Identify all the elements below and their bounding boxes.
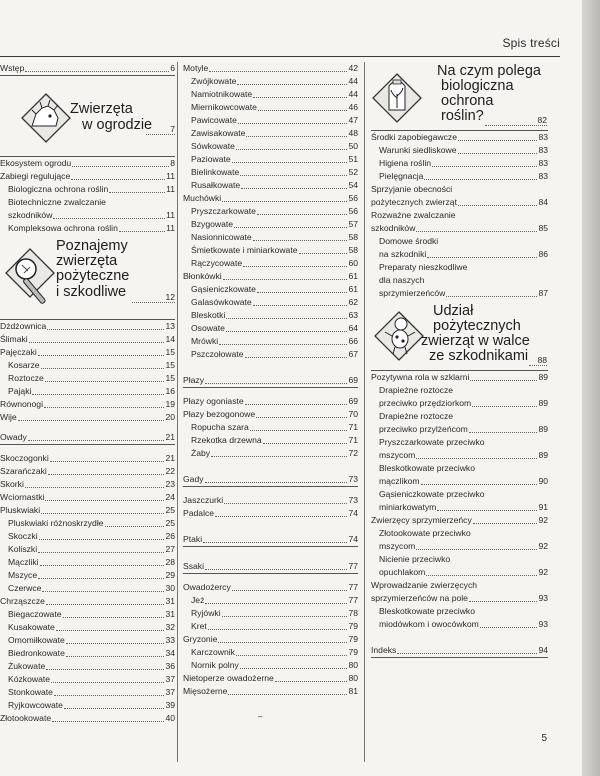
section-header-pests[interactable] [0, 235, 175, 319]
toc-entry[interactable]: Mrówki 66 [191, 336, 358, 346]
toc-entry[interactable]: Galasówkowate 62 [191, 297, 358, 307]
section-title-line1: Zwierzęta [70, 101, 133, 117]
toc-entry[interactable]: Warunki siedliskowe 83 [379, 145, 548, 155]
toc-entry-wrap-line[interactable]: Preparaty nieszkodliwe [379, 262, 468, 272]
toc-entry[interactable]: miniarkowatym 91 [379, 502, 548, 512]
toc-entry[interactable]: Muchówki 56 [183, 193, 358, 203]
toc-entry[interactable]: opuchlakom 92 [379, 567, 548, 577]
toc-entry[interactable]: Błonkówki 61 [183, 271, 358, 281]
toc-entry-wrap-line[interactable]: Bleskotkowate przeciwko [379, 606, 476, 616]
toc-entry[interactable]: Kret 79 [191, 621, 358, 631]
toc-entry[interactable]: Równonogi 19 [0, 399, 175, 409]
page-number: 5 [541, 733, 547, 744]
toc-entry[interactable]: Pozytywna rola w szklarni 89 [371, 372, 548, 382]
section-title-line1: Poznajemy [56, 238, 128, 254]
toc-entry[interactable]: Pszczołowate 67 [191, 349, 358, 359]
toc-column-1 [0, 62, 175, 725]
toc-entry[interactable]: Mszyce 29 [8, 570, 175, 580]
toc-entry[interactable]: Stonkowate 37 [8, 687, 175, 697]
toc-entry[interactable]: Wije 20 [0, 412, 175, 422]
toc-entry[interactable]: przeciwko przędziorkom 89 [379, 398, 548, 408]
toc-entry[interactable]: Zabiegi regulujące 11 [0, 171, 175, 181]
toc-entry[interactable]: Rzekotka drzewna 71 [191, 435, 358, 445]
toc-entry[interactable]: Nietoperze owadożerne 80 [183, 673, 358, 683]
toc-entry[interactable]: Biedronkowate 34 [8, 648, 175, 658]
toc-entry[interactable]: Skorki 23 [0, 479, 175, 489]
header-rule [0, 56, 560, 57]
toc-entry[interactable]: mszycom 89 [379, 450, 548, 460]
toc-entry[interactable]: Pluskwiaki 25 [0, 505, 175, 515]
toc-entry[interactable]: Pawicowate 47 [191, 115, 358, 125]
toc-entry[interactable]: Higiena roślin 83 [379, 158, 548, 168]
toc-entry[interactable]: Bielinkowate 52 [191, 167, 358, 177]
toc-column-2 [183, 62, 358, 698]
column-divider-2 [364, 62, 365, 762]
toc-entry[interactable]: Śmietkowate i miniarkowate 58 [191, 245, 358, 255]
toc-entry[interactable]: Zwierzęcy sprzymierzeńcy 92 [371, 515, 548, 525]
toc-entry[interactable]: Rączycowate 60 [191, 258, 358, 268]
toc-entry[interactable]: Zwójkowate 44 [191, 76, 358, 86]
toc-entry-owady[interactable]: Owady 21 [0, 431, 175, 445]
toc-entry[interactable]: Rusałkowate 54 [191, 180, 358, 190]
magnifier-illustration-icon [4, 245, 56, 317]
toc-entry[interactable]: Osowate 64 [191, 323, 358, 333]
toc-entry[interactable]: Motyle 42 [183, 63, 358, 73]
toc-entry[interactable]: Żaby 72 [191, 448, 358, 458]
toc-entry-plazy[interactable]: Płazy 69 [183, 374, 358, 388]
section-header-animal-allies[interactable] [371, 300, 548, 370]
toc-entry[interactable]: na szkodniki 86 [379, 249, 548, 259]
plant-jar-illustration-icon [371, 66, 423, 128]
toc-entry[interactable]: szkodników 85 [371, 223, 548, 233]
toc-entry[interactable]: Kózkowate 37 [8, 674, 175, 684]
toc-entry-wrap-line[interactable]: Nicienie przeciwko [379, 554, 451, 564]
toc-entry[interactable]: Ekosystem ogrodu 8 [0, 158, 175, 168]
toc-entry[interactable]: Środki zapobiegawcze 83 [371, 132, 548, 142]
toc-entry-wrap-line[interactable]: Rozważne zwalczanie [371, 210, 456, 220]
page-header-title: Spis treści [502, 36, 560, 50]
section-title-line4: ze szkodnikami [429, 348, 529, 364]
toc-entry[interactable]: Zawisakowate 48 [191, 128, 358, 138]
toc-entry-wrap-line[interactable]: Drapieżne roztocze [379, 385, 454, 395]
toc-entry[interactable]: Pająki 16 [8, 386, 175, 396]
toc-entry[interactable]: Biegaczowate 31 [8, 609, 175, 619]
section-title-line4: roślin? [441, 108, 484, 124]
toc-entry-ptaki[interactable]: Ptaki 74 [183, 533, 358, 547]
toc-entry[interactable]: Miernikowcowate 46 [191, 102, 358, 112]
toc-entry[interactable]: Ryjkowcowate 39 [8, 700, 175, 710]
toc-entry-wrap-line[interactable]: Pryszczarkowate przeciwko [379, 437, 485, 447]
stray-mark: – [258, 712, 263, 721]
section-title-line4: i szkodliwe [56, 284, 127, 300]
toc-entry[interactable]: Ślimaki 14 [0, 334, 175, 344]
toc-entry[interactable]: Paziowate 51 [191, 154, 358, 164]
toc-entry-wrap-line[interactable]: Biotechniczne zwalczanie [8, 197, 106, 207]
toc-entry[interactable]: Pajęczaki 15 [0, 347, 175, 357]
toc-entry[interactable]: Czerwce 30 [8, 583, 175, 593]
toc-entry[interactable]: Bzygowate 57 [191, 219, 358, 229]
toc-entry[interactable]: Mączliki 28 [8, 557, 175, 567]
toc-entry[interactable]: Koliszki 27 [8, 544, 175, 554]
toc-entry[interactable]: Omomiłkowate 33 [8, 635, 175, 645]
toc-entry[interactable]: Roztocze 15 [8, 373, 175, 383]
toc-entry[interactable]: Padalce 74 [183, 508, 358, 518]
toc-entry[interactable]: miodówkom i owocówkom 93 [379, 619, 548, 629]
section-title-line2: biologiczna [441, 78, 514, 94]
toc-entry[interactable]: Skoczogonki 21 [0, 453, 175, 463]
toc-entry-intro[interactable]: Wstęp 6 [0, 62, 175, 76]
toc-entry[interactable]: Nornik polny 80 [191, 660, 358, 670]
toc-entry[interactable]: pożytecznych zwierząt 84 [371, 197, 548, 207]
toc-entry-gady[interactable]: Gady 73 [183, 473, 358, 487]
toc-entry[interactable]: Płazy ogoniaste 69 [183, 396, 358, 406]
page-edge-shadow [582, 0, 600, 776]
toc-entry[interactable]: mączlikom 90 [379, 476, 548, 486]
toc-entry[interactable]: Kompleksowa ochrona roślin 11 [8, 223, 175, 233]
toc-entry[interactable]: Chrząszcze 31 [0, 596, 175, 606]
section-page: 7 [146, 124, 175, 135]
toc-entry[interactable]: Mięsożerne 81 [183, 686, 358, 696]
section-header-garden-animals[interactable] [0, 76, 175, 156]
ladybug-figure-illustration-icon [373, 306, 425, 366]
section-page: 12 [132, 292, 175, 303]
toc-entry-wrap-line[interactable]: Drapieżne roztocze [379, 411, 454, 421]
section-header-biological-protection[interactable] [371, 62, 548, 130]
section-title-line3: pożyteczne [56, 268, 130, 284]
hedgehog-illustration-icon [20, 92, 72, 144]
toc-entry[interactable]: Sówkowate 50 [191, 141, 358, 151]
toc-entry[interactable]: Płazy bezogonowe 70 [183, 409, 358, 419]
section-page: 82 [485, 115, 547, 126]
toc-entry[interactable]: sprzymierzeńców na pole 93 [371, 593, 548, 603]
toc-entry[interactable]: Złotookowate 40 [0, 713, 175, 723]
toc-entry[interactable]: Jaszczurki 73 [183, 495, 358, 505]
toc-entry[interactable]: Dżdżownica 13 [0, 321, 175, 331]
toc-entry[interactable]: Owadożercy 77 [183, 582, 358, 592]
toc-entry-wrap-line[interactable]: Złotookowate przeciwko [379, 528, 471, 538]
toc-entry-wrap-line[interactable]: dla naszych [379, 275, 425, 285]
section-title-line1: Udział [433, 303, 474, 319]
toc-entry-wrap-line[interactable]: Gąsieniczkowate przeciwko [379, 489, 485, 499]
toc-entry[interactable]: Pluskwiaki różnoskrzydłe 25 [8, 518, 175, 528]
toc-entry[interactable]: Gryzonie 79 [183, 634, 358, 644]
toc-entry[interactable]: szkodników 11 [8, 210, 175, 220]
section-page: 88 [529, 355, 547, 366]
toc-entry[interactable]: Pryszczarkowate 56 [191, 206, 358, 216]
section-title-line2: pożytecznych [433, 318, 521, 334]
toc-entry[interactable]: Namiotnikowate 44 [191, 89, 358, 99]
toc-entry-wrap-line[interactable]: Domowe środki [379, 236, 439, 246]
toc-entry[interactable]: sprzymierzeńców 87 [379, 288, 548, 298]
toc-entry-wrap-line[interactable]: Wprowadzanie zwierzęcych [371, 580, 478, 590]
toc-entry-wrap-line[interactable]: Sprzyjanie obecności [371, 184, 453, 194]
toc-column-3 [371, 62, 548, 658]
toc-entry[interactable]: Wciornastki 24 [0, 492, 175, 502]
toc-entry-ssaki[interactable]: Ssaki 77 [183, 560, 358, 574]
toc-entry[interactable]: Pielęgnacja 83 [379, 171, 548, 181]
section-title-line1: Na czym polega [437, 63, 541, 79]
toc-entry[interactable]: Kusakowate 32 [8, 622, 175, 632]
toc-entry[interactable]: Biologiczna ochrona roślin 11 [8, 184, 175, 194]
toc-entry[interactable]: Nasionnicowate 58 [191, 232, 358, 242]
toc-entry-indeks[interactable]: Indeks 94 [371, 644, 548, 658]
toc-entry[interactable]: Jeż 77 [191, 595, 358, 605]
section-title-line3: ochrona [441, 93, 494, 109]
toc-entry[interactable]: Szarańczaki 22 [0, 466, 175, 476]
toc-entry[interactable]: Karczownik 79 [191, 647, 358, 657]
section-title-line2: zwierzęta [56, 253, 118, 269]
section-title-line3: zwierząt w walce [421, 333, 530, 349]
toc-entry[interactable]: mszycom 92 [379, 541, 548, 551]
toc-entry[interactable]: Kosarze 15 [8, 360, 175, 370]
toc-entry[interactable]: Skoczki 26 [8, 531, 175, 541]
toc-entry-wrap-line[interactable]: Bleskotkowate przeciwko [379, 463, 476, 473]
section-title-line2: w ogrodzie [82, 117, 153, 133]
toc-entry[interactable]: Ryjówki 78 [191, 608, 358, 618]
toc-entry[interactable]: Gąsieniczkowate 61 [191, 284, 358, 294]
toc-entry[interactable]: Żukowate 36 [8, 661, 175, 671]
column-divider-1 [177, 62, 178, 762]
toc-entry[interactable]: Bleskotki 63 [191, 310, 358, 320]
toc-entry[interactable]: przeciwko przylżeńcom 89 [379, 424, 548, 434]
toc-entry[interactable]: Ropucha szara 71 [191, 422, 358, 432]
